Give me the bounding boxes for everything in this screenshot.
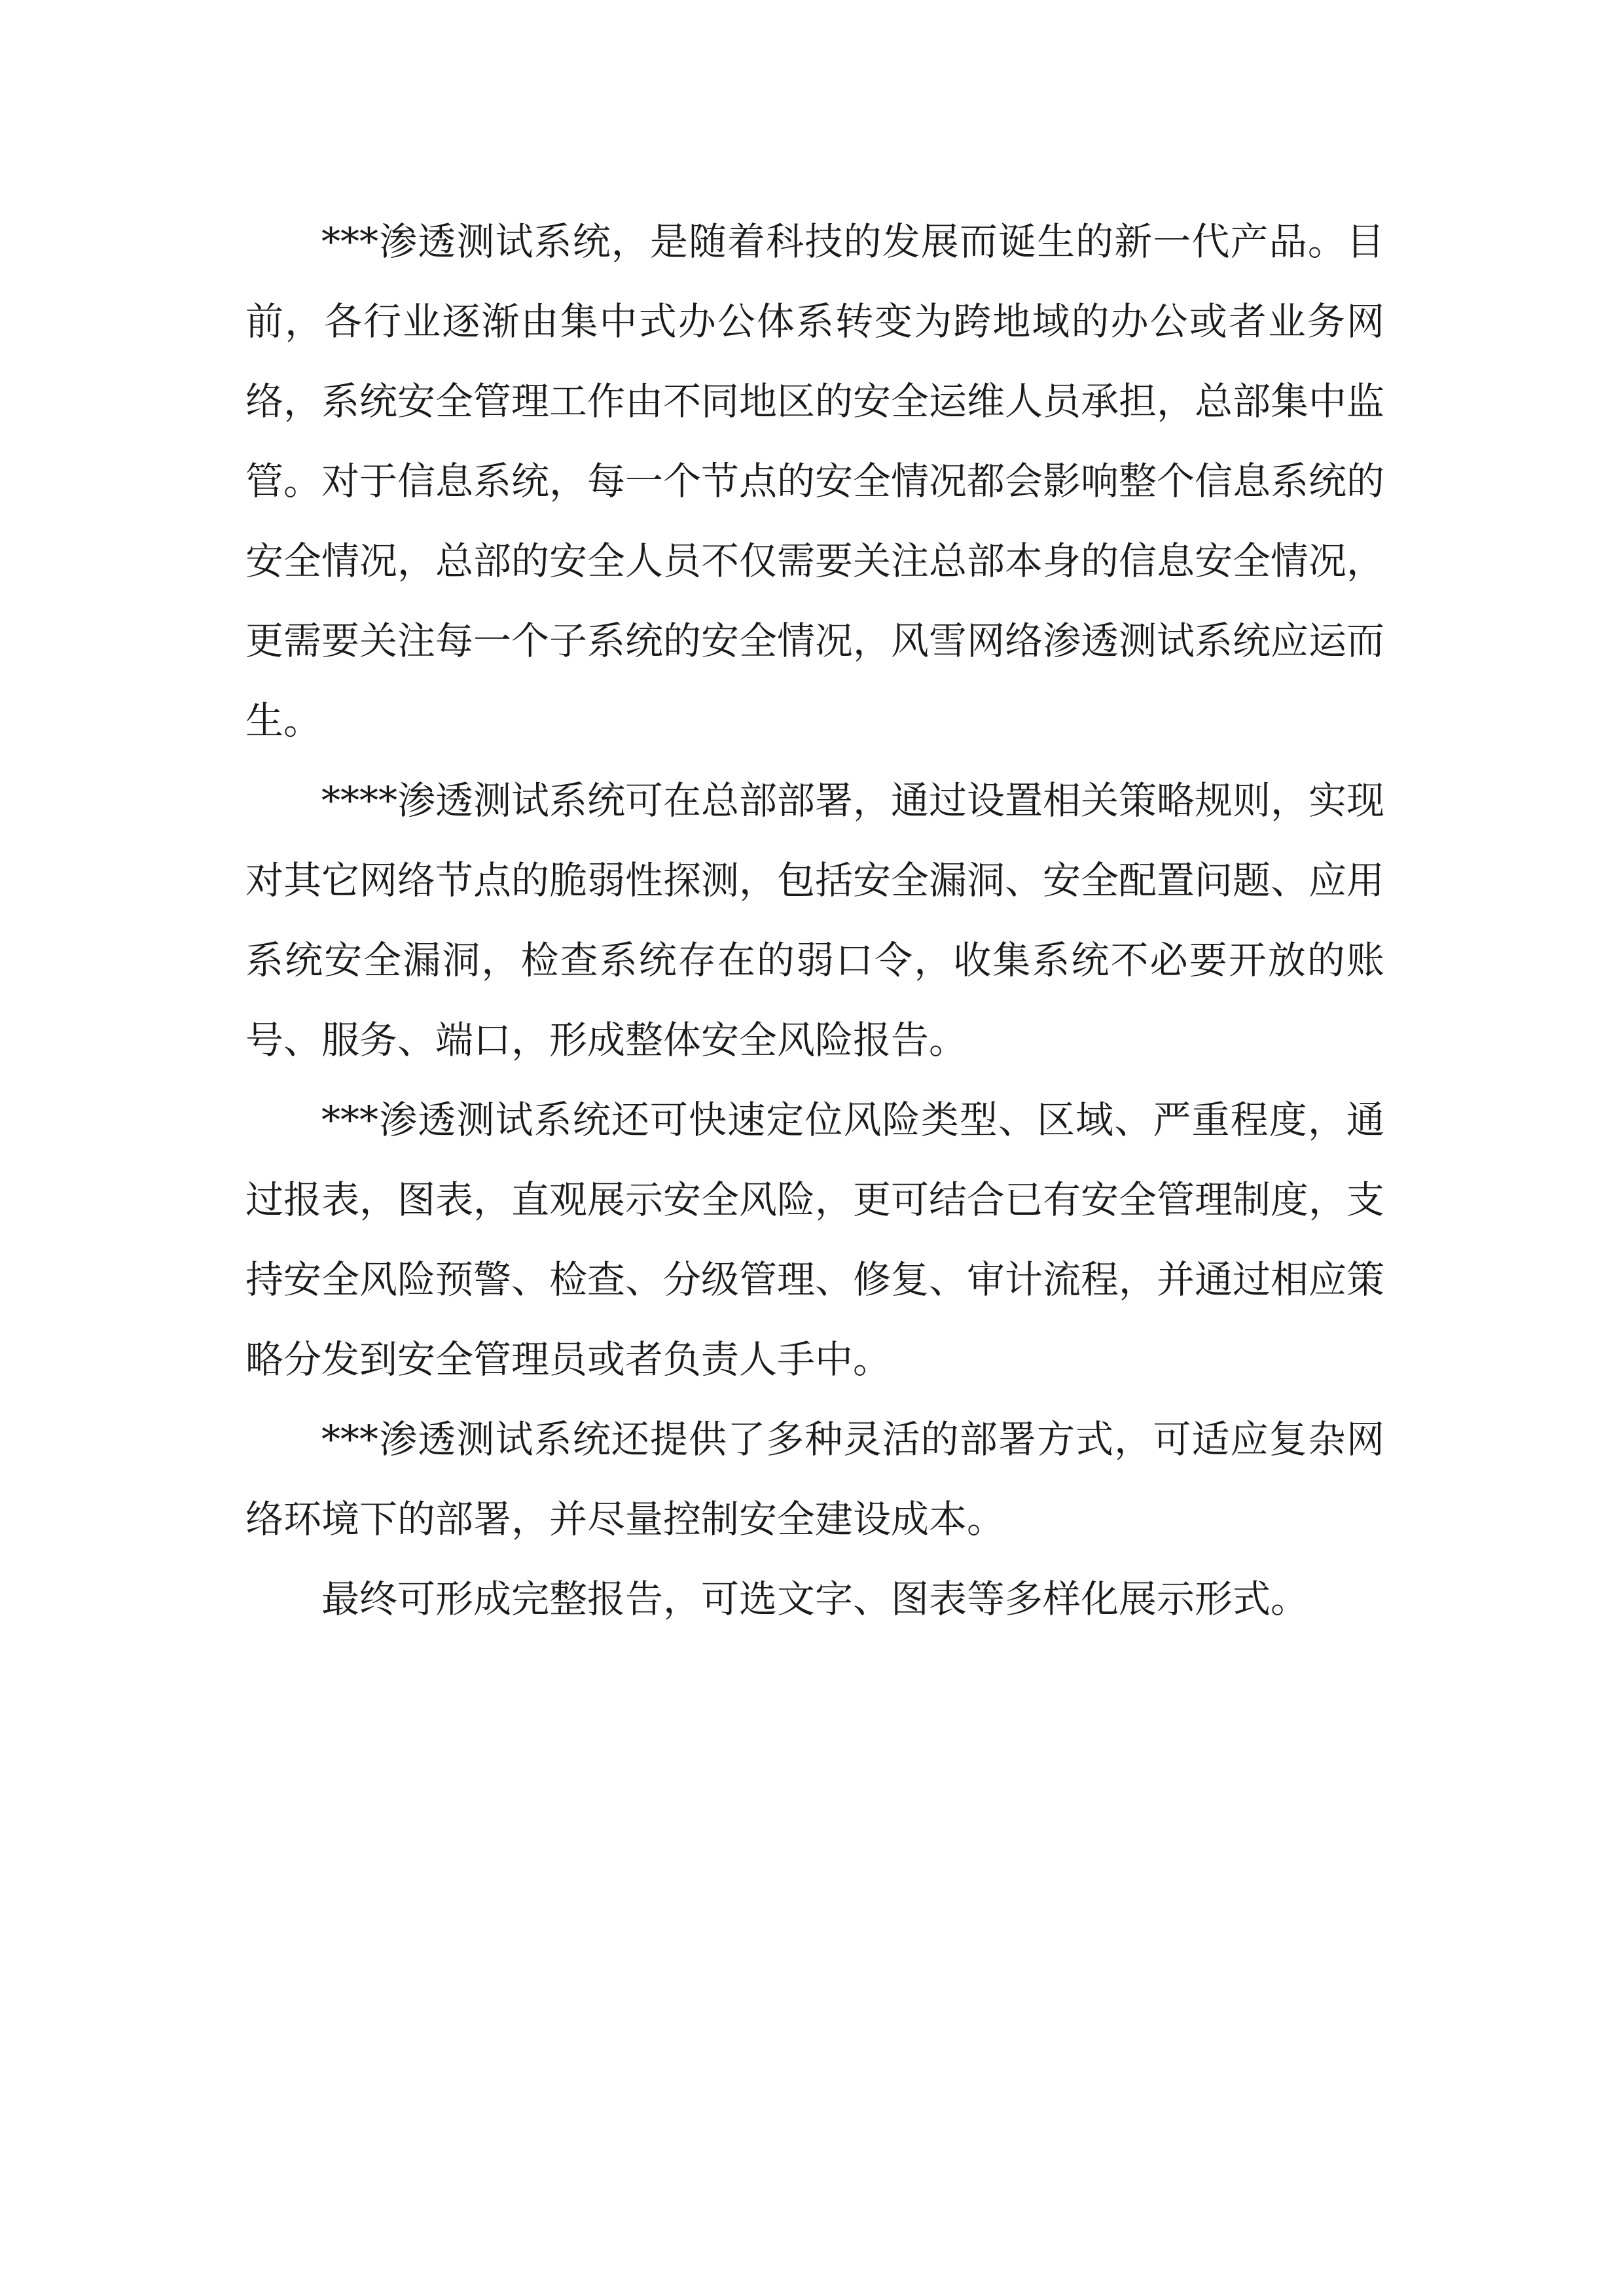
paragraph-deployment-modes: ***渗透测试系统还提供了多种灵活的部署方式，可适应复杂网络环境下的部署，并尽量控制安全建设成本。: [245, 1417, 1384, 1541]
paragraph-deployment: ****渗透测试系统可在总部部署，通过设置相关策略规则，实现对其它网络节点的脆弱性探测，包括安全漏洞、安全配置问题、应用系统安全漏洞，检查系统存在的弱口令，收集系统不必要开放的账号、服务、端口，形成整体安全风险报告。: [245, 778, 1385, 1062]
document-body: [245, 202, 1384, 1639]
paragraph-report: 最终可形成完整报告，可选文字、图表等多样化展示形式。: [321, 1577, 1309, 1621]
paragraph-intro: ***渗透测试系统，是随着科技的发展而诞生的新一代产品。目前，各行业逐渐由集中式办公体系转变为跨地域的办公或者业务网络，系统安全管理工作由不同地区的安全运维人员承担，总部集中监管。对于信息系统，每一个节点的安全情况都会影响整个信息系统的安全情况，总部的安全人员不仅需要关注总部本身的信息安全情况，更需要关注每一个子系统的安全情况，风雪网络渗透测试系统应运而生。: [245, 219, 1385, 743]
paragraph-risk-location: ***渗透测试系统还可快速定位风险类型、区域、严重程度，通过报表，图表，直观展示安全风险，更可结合已有安全管理制度，支持安全风险预警、检查、分级管理、修复、审计流程，并通过相应策略分发到安全管理员或者负责人手中。: [245, 1098, 1385, 1382]
